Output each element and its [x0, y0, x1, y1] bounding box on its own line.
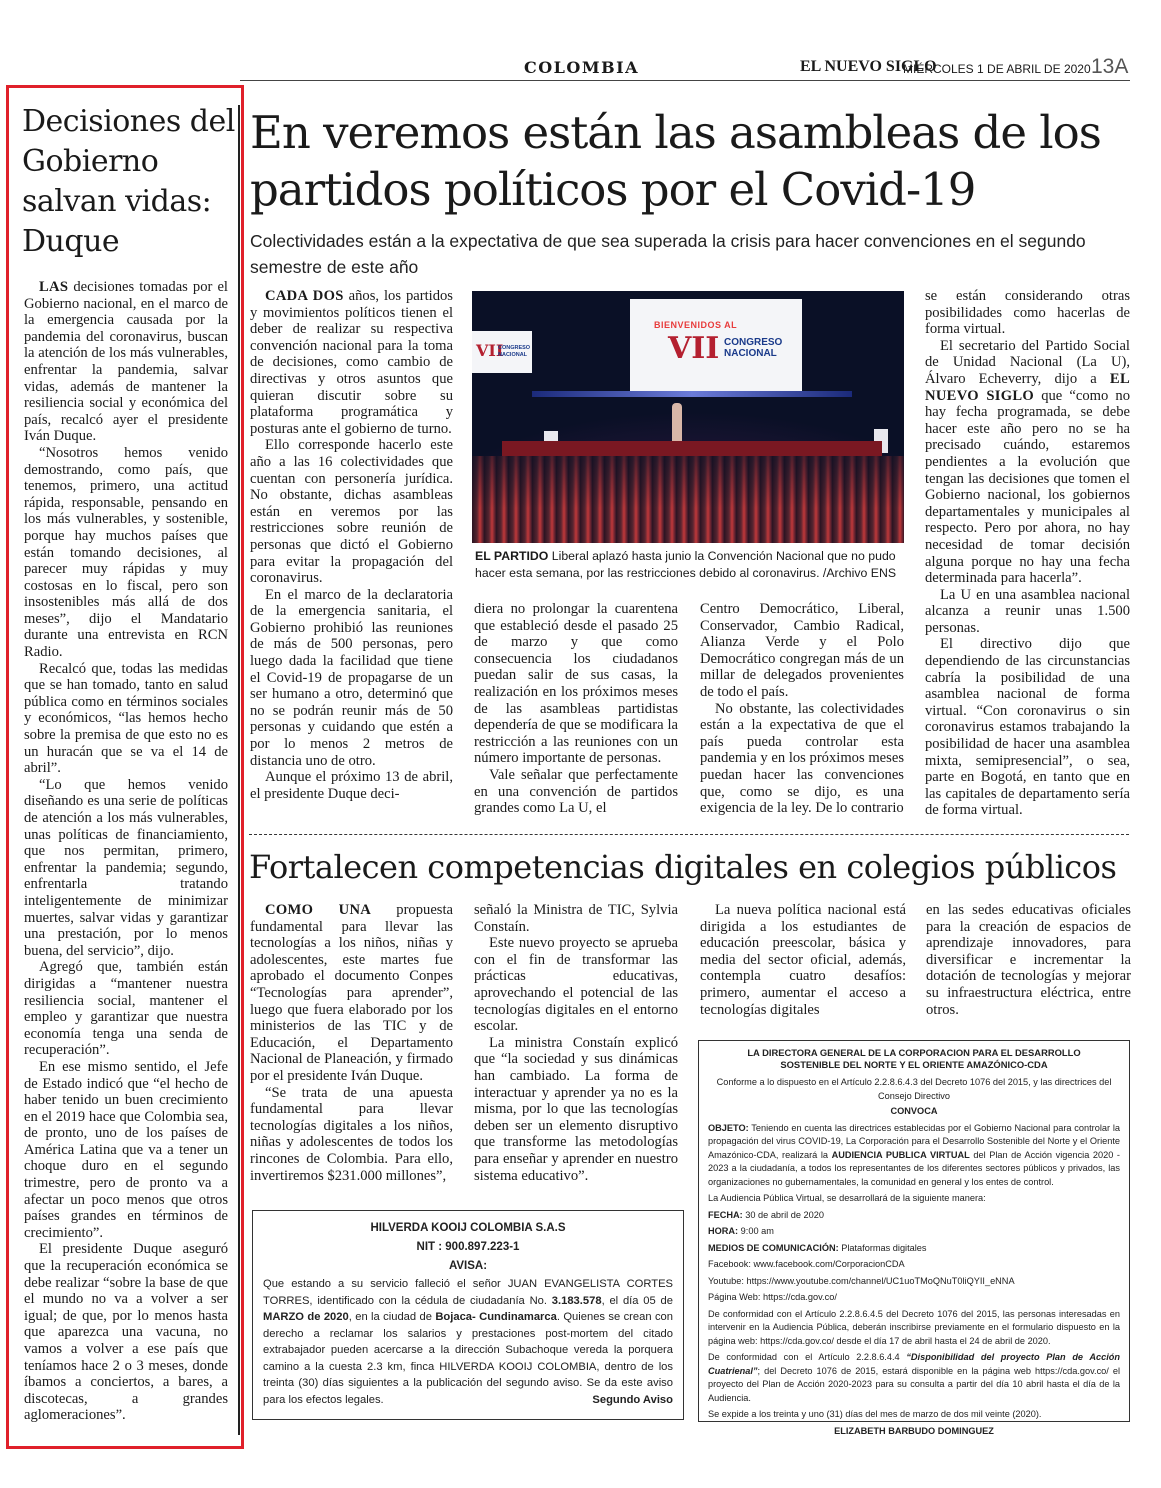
cda-public-notice — [698, 1040, 1130, 1436]
section-name: COLOMBIA — [524, 58, 639, 77]
second-column-1 — [250, 902, 453, 1184]
kooij-company: HILVERDA KOOIJ COLOMBIA S.A.S — [370, 1222, 566, 1234]
newspaper-name-inline: EL NUEVO SIGLO — [925, 370, 1130, 404]
main-paragraph: No obstante, las colectividades están a la expectativa de que el país pueda controlar esta pandemia y en los próximos meses puedan hacer las convenciones que, como se dijo, es una exigencia de la ley. De lo contrario — [700, 700, 904, 817]
main-paragraph: se están considerando otras posibilidades como hacerlas de forma virtual. — [925, 288, 1130, 338]
kooij-footer: Segundo Aviso — [592, 1394, 673, 1406]
audience-shadow — [472, 456, 904, 543]
cda-inscripcion: De conformidad con el Artículo 2.2.8.6.4.5 del Decreto 1076 del 2015, las personas interesadas en intervenir en la Audiencia Pública, deberán inscribirse previamente en el formulario dispuesto en la página web: https://cda.gov.co/ desde el día 17 de abril hasta el 24 de abril de 2020. — [708, 1308, 1120, 1346]
main-paragraph: Aunque el próximo 13 de abril, el presidente Duque deci- — [250, 769, 453, 802]
second-column-3 — [700, 902, 906, 1018]
cda-hora: HORA: 9:00 am — [708, 1226, 774, 1236]
cda-web-link[interactable]: Página Web: https://cda.gov.co/ — [708, 1292, 837, 1302]
page-number: 13A — [1091, 55, 1129, 78]
sidebar-paragraph: “Lo que hemos venido diseñando es una serie de políticas de atención a los más vulnerables, unas políticas de financiamiento, que nos permitan, primero, enfrentar la pandemia; segundo, enfrentarla tratando inteligentemente de minimizar muertes, salvar vidas y garantizar una prestación, por lo menos buena, del servicio”, dijo. — [24, 776, 228, 959]
cda-convoca: CONVOCA — [890, 1106, 938, 1116]
sidebar-paragraph: El presidente Duque aseguró que la recuperación económica se debe realizar “sobre la base de que el mundo no va a volver a ser igual; de que, por lo menos hasta que aparezca una vacuna, no vamos a volver a ese país que teníamos hace 2 o 3 meses, donde íbamos a conciertos, a bares, a discotecas, a grandes aglomeraciones”. — [24, 1241, 228, 1424]
main-paragraph: En el marco de la declaratoria de la emergencia sanitaria, el Gobierno prohibió las reuniones de más de 500 personas, pero luego dada la facilidad que tiene el Covid-19 de propagarse de un ser humano a otro, determinó que no se podrán reunir más de 50 personas y cuidando que estén a por lo menos 2 metros de distancia uno de otro. — [250, 586, 453, 769]
second-column-2 — [474, 902, 678, 1184]
main-paragraph: El directivo dijo que dependiendo de las circunstancias cabría la posibilidad de una asamblea nacional de forma virtual. “Con coronavirus o sin coronavirus estamos trabajando la posibilidad de hacer una asamblea mixta, semipresencial”, o sea, parte en Bogotá, en tanto que en las capitales de departamento sería de forma virtual. — [925, 636, 1130, 819]
issue-date: MIÉRCOLES 1 DE ABRIL DE 2020 — [903, 62, 1091, 76]
kooij-avisa: AVISA: — [448, 1260, 488, 1272]
sidebar-headline: Decisiones del Gobierno salvan vidas: Duque — [22, 104, 235, 259]
cda-disponibilidad: De conformidad con el Artículo 2.2.8.6.4.4 “Disponibilidad del proyecto Plan de Acción Cuatrienal”; del Decreto 1076 de 2015, estará disponible en la página web https://cda.gov.co/ el proyecto del Plan de Acción 2020-2023 para su consulta a partir del día 10 abril hasta el día de la Audiencia. — [708, 1352, 1120, 1403]
main-column-2 — [474, 601, 678, 817]
main-paragraph: Ello corresponde hacerlo este año a las 16 colectividades que cuentan con personería jurídica. No obstante, dichas asambleas están en veremos por las restricciones sobre reunión de personas que dictó el Gobierno para evitar la propagación del coronavirus. — [250, 437, 453, 587]
main-column-3 — [700, 601, 904, 817]
photo-caption — [475, 548, 905, 581]
second-paragraph: Este nuevo proyecto se aprueba con el fin de transformar las prácticas educativas, aprovechando el potencial de las tecnologías digitales en el entorno escolar. — [474, 935, 678, 1035]
main-subheadline: Colectividades están a la expectativa de que sea superada la crisis para hacer convenciones en el segundo semestre de este año — [250, 231, 1086, 277]
second-column-4 — [926, 902, 1131, 1018]
caption-text: Liberal aplazó hasta junio la Convención Nacional que no pudo hacer esta semana, por las restricciones debido al coronavirus. /Archivo ENS — [475, 549, 897, 580]
main-paragraph: El secretario del Partido Social de Unidad Nacional (La U), Álvaro Echeverry, dijo a EL NUEVO SIGLO que “como no hay fecha programada, se debe hacer este año pero no se ha precisado cuándo, estaremos pendientes a la evolución que tengan las decisiones que tomen el Gobierno nacional, los gobiernos departamentales y municipales al respecto. Pero por ahora, no hay necesidad de tomar decisión alguna porque no hay una fecha determinada para hacerla”. — [925, 337, 1131, 587]
main-column-1 — [250, 288, 453, 802]
cda-heading: LA DIRECTORA GENERAL DE LA CORPORACION PARA EL DESARROLLO SOSTENIBLE DEL NORTE Y EL ORIENTE AMAZÓNICO-CDA — [747, 1047, 1081, 1070]
second-paragraph: La nueva política nacional está dirigida a los estudiantes de educación preescolar, básica y media del sector oficial, además, contempla cuatro desafíos: primero, aumentar el acceso a tecnologías digitales — [700, 902, 906, 1018]
main-column-4 — [925, 288, 1130, 819]
second-paragraph: COMO UNA propuesta fundamental para llevar las tecnologías a los niños, niñas y adolescentes, este martes fue aprobado el documento Conpes “Tecnologías para aprender”, luego que fuera elaborado por los ministerios de las TIC y de Educación, el Departamento Nacional de Planeación, y firmado por el presidente Iván Duque. — [250, 902, 454, 1084]
cda-facebook-link[interactable]: Facebook: www.facebook.com/CorporacionCDA — [708, 1259, 905, 1269]
kooij-nit: NIT : 900.897.223-1 — [416, 1241, 520, 1253]
sidebar-paragraph: En ese mismo sentido, el Jefe de Estado indicó que “el hecho de haber tenido un buen crecimiento en el 2019 hace que Colombia sea, de pronto, uno de los países de América Latina que va a tener un choque duro en el segundo trimestre, pero de pronto va a afectar un poco menos que otros países grandes en términos de crecimiento”. — [24, 1058, 228, 1241]
cda-expide: Se expide a los treinta y uno (31) días del mes de marzo de dos mil veinte (2020). — [708, 1409, 1042, 1419]
main-paragraph: diera no prolongar la cuarentena que estableció desde el pasado 25 de marzo y que como consecuencia los ciudadanos puedan salir de sus casas, la realización en los próximos meses de las asambleas partidistas dependería de que se modificara la restricción a las reuniones con un número importante de personas. — [474, 601, 678, 767]
main-headline: En veremos están las asambleas de los partidos políticos por el Covid-19 — [250, 106, 1101, 216]
screen-text-welcome: BIENVENIDOS AL — [654, 320, 738, 330]
main-paragraph: Vale señalar que perfectamente en una convención de partidos grandes como La U, el — [474, 766, 678, 817]
second-paragraph: “Se trata de una apuesta fundamental para llevar tecnologías digitales a los niños, niñas y adolescentes de todos los rincones de Colombia. Para ello, invertiremos $231.000 millones”, — [250, 1084, 453, 1184]
cda-objeto: OBJETO: Teniendo en cuenta las directrices establecidas por el Gobierno Nacional para controlar la propagación del virus COVID-19, La Corporación para el Desarrollo Sostenible del Norte y el Oriente Amazónico-CDA, realizará la AUDIENCIA PUBLICA VIRTUAL del Plan de Acción vigencia 2020 - 2023 a la ciudadanía, a todos los representantes de los diferentes sectores públicos y privados, las organizaciones no gubernamentales, la comunidad en general y los entes de control. — [708, 1122, 1120, 1187]
side-screen-numeral: VII — [476, 341, 504, 360]
screen-text-congreso: CONGRESO — [724, 337, 783, 348]
sidebar-article-body — [24, 279, 228, 1424]
sidebar-paragraph: Agregó que, también están dirigidas a “mantener nuestra resiliencia social, mantener el empleo y garantizar que nuestra economía tenga una senda de recuperación”. — [24, 959, 228, 1059]
section-divider — [249, 834, 1129, 835]
sidebar-lead: LAS — [39, 279, 69, 295]
kooij-body: Que estando a su servicio falleció el señor JUAN EVANGELISTA CORTES TORRES, identificado con la cédula de ciudadanía No. 3.183.578, el día 05 de MARZO de 2020, en la ciudad de Bojaca- Cundinamarca. Quienes se crean con derecho a reclamar los salarios y prestaciones post-mortem del citado extrabajador pueden acercarse a la dirección Subachoque vereda la porquera camino a la cuesta 2.3 km, finca HILVERDA KOOIJ COLOMBIA, dentro de los treinta (30) días siguientes a la publicación del segundo aviso. Se da este aviso para los efectos legales. — [263, 1278, 673, 1406]
sidebar-paragraph: “Nosotros hemos venido demostrando, como país, que tenemos, primero, una actitud rápida, responsable, pensando en los más vulnerables, y sostenible, porque hay muchos países que están tomando decisiones, al parecer muy rápidas y muy costosas en lo fiscal, pero son insostenibles más allá de dos meses”, dijo el Mandatario durante una entrevista en RCN Radio. — [24, 444, 228, 661]
sidebar-paragraph: Recalcó que, todas las medidas que se han tomado, tanto en salud pública como en términos sociales y económicos, “las hemos hecho sobre la premisa de que esto no es un huracán que se va el 14 de abril”. — [24, 660, 228, 777]
caption-lead: EL PARTIDO — [475, 549, 549, 563]
convention-photo — [472, 291, 904, 543]
kooij-legal-notice — [252, 1210, 684, 1420]
header-rule — [240, 80, 1130, 81]
cda-intro: Conforme a lo dispuesto en el Artículo 2.2.8.6.4.3 del Decreto 1076 del 2015, y las directrices del Consejo Directivo — [716, 1077, 1112, 1101]
stage-lights — [532, 391, 852, 397]
second-paragraph: en las sedes educativas oficiales para la creación de espacios de aprendizaje innovadores, para diversificar e incrementar la dotación de tecnologías y mejorar su infraestructura eléctrica, entre otros. — [926, 902, 1131, 1018]
main-lead: CADA DOS — [265, 288, 344, 304]
cda-manner: La Audiencia Pública Virtual, se desarrollará de la siguiente manera: — [708, 1193, 986, 1203]
main-paragraph: CADA DOS años, los partidos y movimientos políticos tienen el deber de realizar su respectiva convención nacional para la toma de decisiones, como cambio de directivas y otros asuntos que quieran discutir sobre su plataforma programática y posturas ante el gobierno de turno. — [250, 288, 453, 437]
screen-text-nacional: NACIONAL — [724, 348, 777, 359]
side-screen-congreso: CONGRESO — [498, 345, 531, 351]
second-paragraph: La ministra Constaín explicó que “la sociedad y sus dinámicas han cambiado. La forma de interactuar y aprender ya no es la misma, por lo que las tecnologías deben ser un elemento disruptivo que transforme las metodologías para enseñar y aprender en nuestro sistema educativo”. — [474, 1034, 678, 1184]
main-paragraph: Centro Democrático, Liberal, Conservador, Cambio Radical, Alianza Verde y el Polo Democrático congregan más de un millar de delegados provenientes de todo el país. — [700, 601, 904, 700]
side-screen-nacional: NACIONAL — [498, 352, 528, 358]
cda-medios: MEDIOS DE COMUNICACIÓN: Plataformas digitales — [708, 1242, 927, 1253]
second-lead: COMO UNA — [265, 902, 372, 918]
screen-numeral: VII — [668, 331, 720, 366]
cda-fecha: FECHA: 30 de abril de 2020 — [708, 1209, 824, 1220]
main-paragraph: La U en una asamblea nacional alcanza a reunir unas 1.500 personas. — [925, 586, 1130, 636]
second-headline: Fortalecen competencias digitales en colegios públicos — [249, 848, 1117, 886]
sidebar-paragraph: LAS decisiones tomadas por el Gobierno nacional, en el marco de la emergencia causada por la pandemia del coronavirus, buscan la atención de los más vulnerables, enfrentar la pandemia, salvar vidas, además de mantener la resiliencia social y económica del país, recalcó ayer el presidente Iván Duque. — [24, 279, 228, 445]
cda-signature: ELIZABETH BARBUDO DOMINGUEZ — [834, 1425, 994, 1436]
sidebar-divider — [238, 105, 240, 1435]
second-paragraph: señaló la Ministra de TIC, Sylvia Constaín. — [474, 902, 678, 935]
cda-youtube-link[interactable]: Youtube: https://www.youtube.com/channel/UC1uoTMoQNuT0liQYII_eNNA — [708, 1275, 1015, 1286]
newspaper-brand: EL NUEVO SIGLO — [800, 58, 937, 75]
